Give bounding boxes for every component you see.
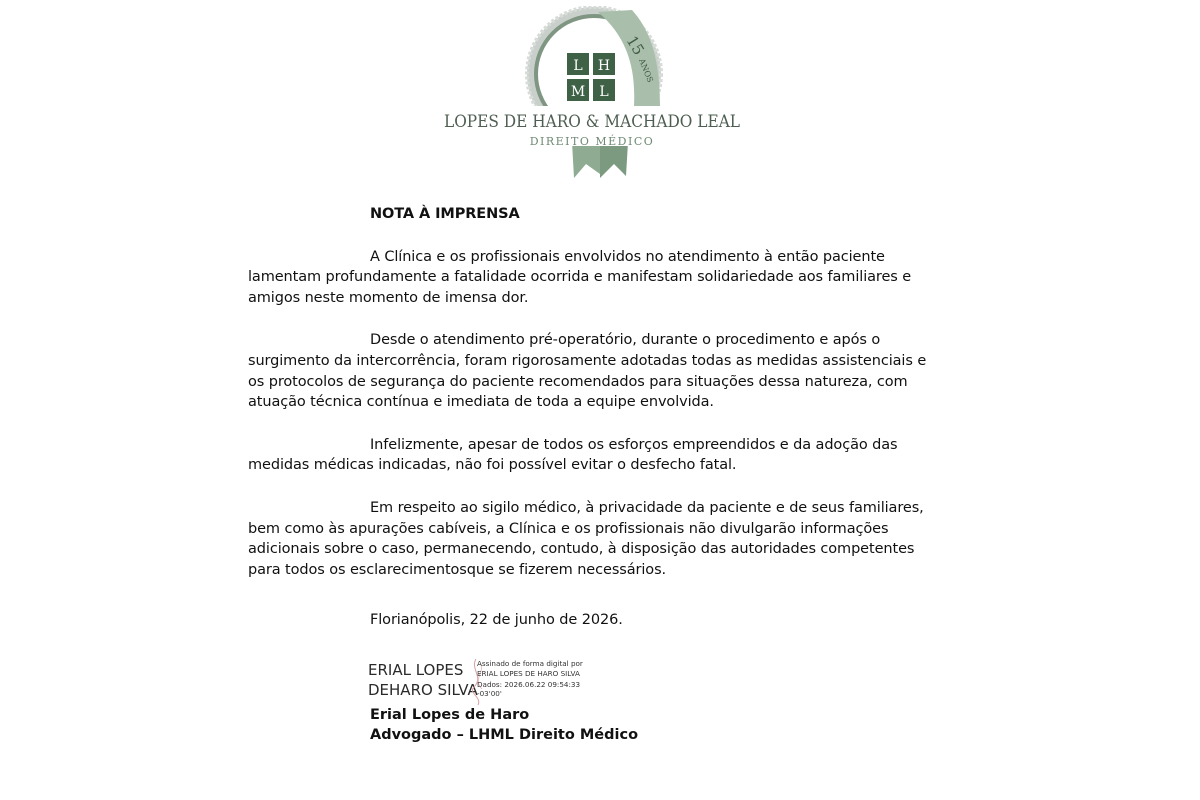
firm-logo: [436, 6, 748, 184]
signature-meta-line: Dados: 2026.06.22 09:54:33: [477, 680, 581, 689]
paragraph: Desde o atendimento pré-operatório, durante o procedimento e após o surgimento da intercorrência, foram rigorosamente adotadas todas as medidas assistenciais e os protocolos de segurança do paciente recomendados para situações dessa natureza, com atuação técnica contínua e imediata de toda a equipe envolvida.: [248, 332, 927, 411]
monogram-letter: L: [599, 84, 609, 100]
anniversary-number: 15: [622, 32, 648, 59]
signer-name: Erial Lopes de Haro: [370, 707, 530, 723]
signature-meta-line: Assinado de forma digital por: [477, 659, 583, 668]
digital-signature: [366, 657, 606, 703]
monogram-letter: M: [570, 84, 586, 100]
monogram-letter: H: [597, 58, 611, 74]
anniversary-word: ANOS: [637, 57, 655, 84]
signature-meta-line: -03'00': [477, 689, 502, 698]
paragraph: Infelizmente, apesar de todos os esforços empreendidos e da adoção das medidas médicas indicadas, não foi possível evitar o desfecho fatal.: [248, 436, 898, 474]
paragraph: Em respeito ao sigilo médico, à privacidade da paciente e de seus familiares, bem como às apurações cabíveis, a Clínica e os profissionais não divulgarão informações adicionais sobre o caso, permanecendo, contudo, à disposição das autoridades competentes para todos os esclarecimentosque se fizerem necessários.: [248, 499, 924, 578]
signature-name-line: ERIAL LOPES: [368, 661, 464, 679]
signer-role: Advogado – LHML Direito Médico: [370, 727, 639, 743]
monogram-letter: L: [573, 58, 583, 74]
paragraph: A Clínica e os profissionais envolvidos no atendimento à então paciente lamentam profundamente a fatalidade ocorrida e manifestam solidariedade aos familiares e amigos neste momento de imensa dor.: [248, 248, 912, 306]
place-and-date: Florianópolis, 22 de junho de 2026.: [370, 612, 623, 629]
signature-name-line: DEHARO SILVA: [368, 681, 478, 699]
signature-meta-line: ERIAL LOPES DE HARO SILVA: [477, 669, 580, 678]
firm-subtitle: DIREITO MÉDICO: [529, 135, 655, 148]
firm-name: LOPES DE HARO & MACHADO LEAL: [444, 112, 740, 132]
press-note-body: [248, 204, 940, 631]
document-title: NOTA À IMPRENSA: [370, 206, 520, 222]
